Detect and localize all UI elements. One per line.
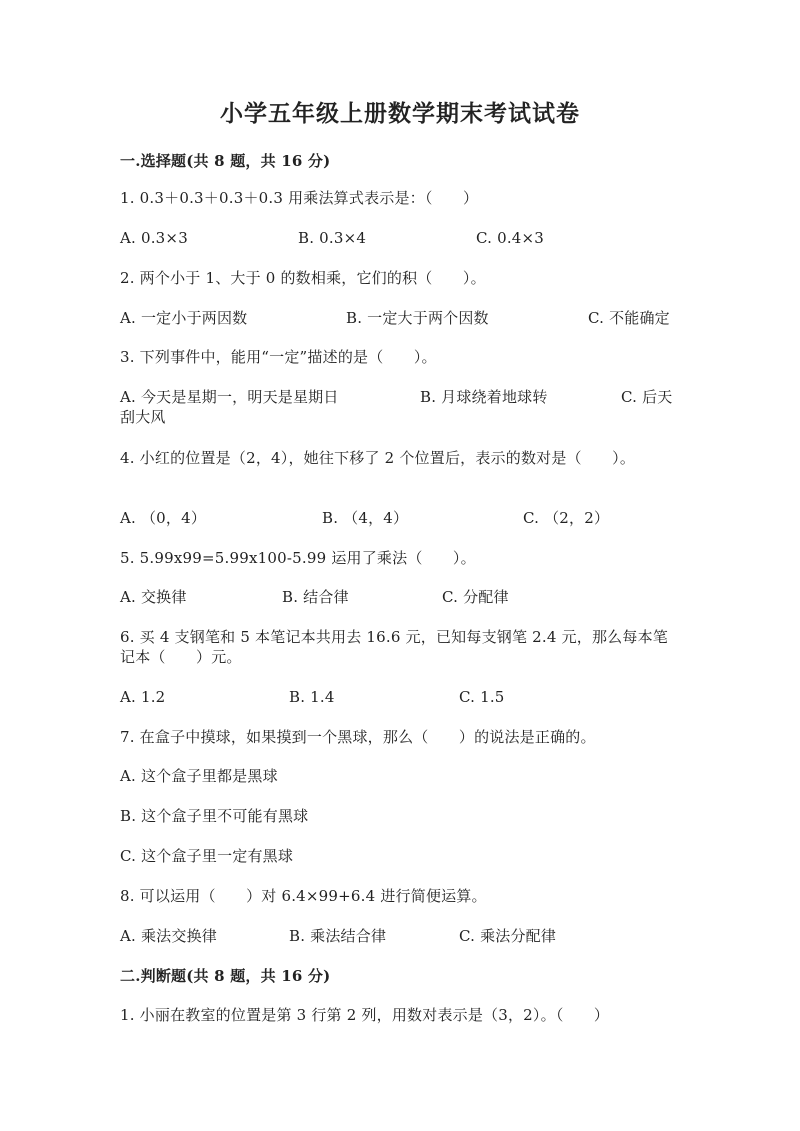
- option-a: A. （0，4）: [120, 509, 207, 527]
- option-c: C. 这个盒子里一定有黑球: [120, 847, 294, 865]
- option-b: B. 0.3×4: [298, 229, 367, 247]
- option-a: A. 乘法交换律: [120, 927, 217, 945]
- option-a: A. 今天是星期一，明天是星期日: [120, 388, 339, 406]
- option-a: A. 1.2: [120, 688, 166, 706]
- option-b: B. 一定大于两个因数: [346, 309, 489, 327]
- option-c: C. 乘法分配律: [459, 927, 557, 945]
- option-b: B. （4，4）: [322, 509, 409, 527]
- question-stem: 1. 小丽在教室的位置是第 3 行第 2 列，用数对表示是（3，2）。（ ）: [120, 1006, 610, 1024]
- option-a: A. 这个盒子里都是黑球: [120, 767, 278, 785]
- option-c: C. （2，2）: [523, 509, 610, 527]
- question-stem-line1: 6. 买 4 支钢笔和 5 本笔记本共用去 16.6 元，已知每支钢笔 2.4 元，那么每本笔: [120, 628, 668, 646]
- option-c: C. 不能确定: [588, 309, 670, 327]
- option-c: C. 0.4×3: [476, 229, 545, 247]
- section-heading-true-false: 二.判断题(共 8 题，共 16 分): [120, 967, 331, 985]
- option-b: B. 月球绕着地球转: [420, 388, 548, 406]
- question-stem: 7. 在盒子中摸球，如果摸到一个黑球，那么（ ）的说法是正确的。: [120, 728, 596, 746]
- question-stem: 3. 下列事件中，能用“一定”描述的是（ ）。: [120, 348, 437, 366]
- option-c: C. 分配律: [442, 588, 509, 606]
- page-title: 小学五年级上册数学期末考试试卷: [220, 100, 580, 127]
- option-b: B. 1.4: [289, 688, 335, 706]
- option-b: B. 乘法结合律: [289, 927, 387, 945]
- option-a: A. 0.3×3: [120, 229, 188, 247]
- question-stem: 2. 两个小于 1、大于 0 的数相乘，它们的积（ ）。: [120, 269, 486, 287]
- option-b: B. 这个盒子里不可能有黑球: [120, 807, 309, 825]
- question-stem: 4. 小红的位置是（2，4），她往下移了 2 个位置后，表示的数对是（ ）。: [120, 449, 636, 467]
- section-heading-choice: 一.选择题(共 8 题，共 16 分): [120, 152, 331, 170]
- option-c: C. 后天: [621, 388, 673, 406]
- question-stem: 8. 可以运用（ ）对 6.4×99+6.4 进行简便运算。: [120, 887, 487, 905]
- question-stem: 1. 0.3＋0.3＋0.3＋0.3 用乘法算式表示是：（ ）: [120, 189, 479, 207]
- option-b: B. 结合律: [282, 588, 349, 606]
- option-a: A. 交换律: [120, 588, 187, 606]
- option-c: C. 1.5: [459, 688, 505, 706]
- question-stem-line2: 记本（ ）元。: [120, 648, 242, 666]
- option-c-continued: 刮大风: [120, 408, 166, 426]
- question-stem: 5. 5.99x99=5.99x100-5.99 运用了乘法（ ）。: [120, 549, 476, 567]
- option-a: A. 一定小于两因数: [120, 309, 248, 327]
